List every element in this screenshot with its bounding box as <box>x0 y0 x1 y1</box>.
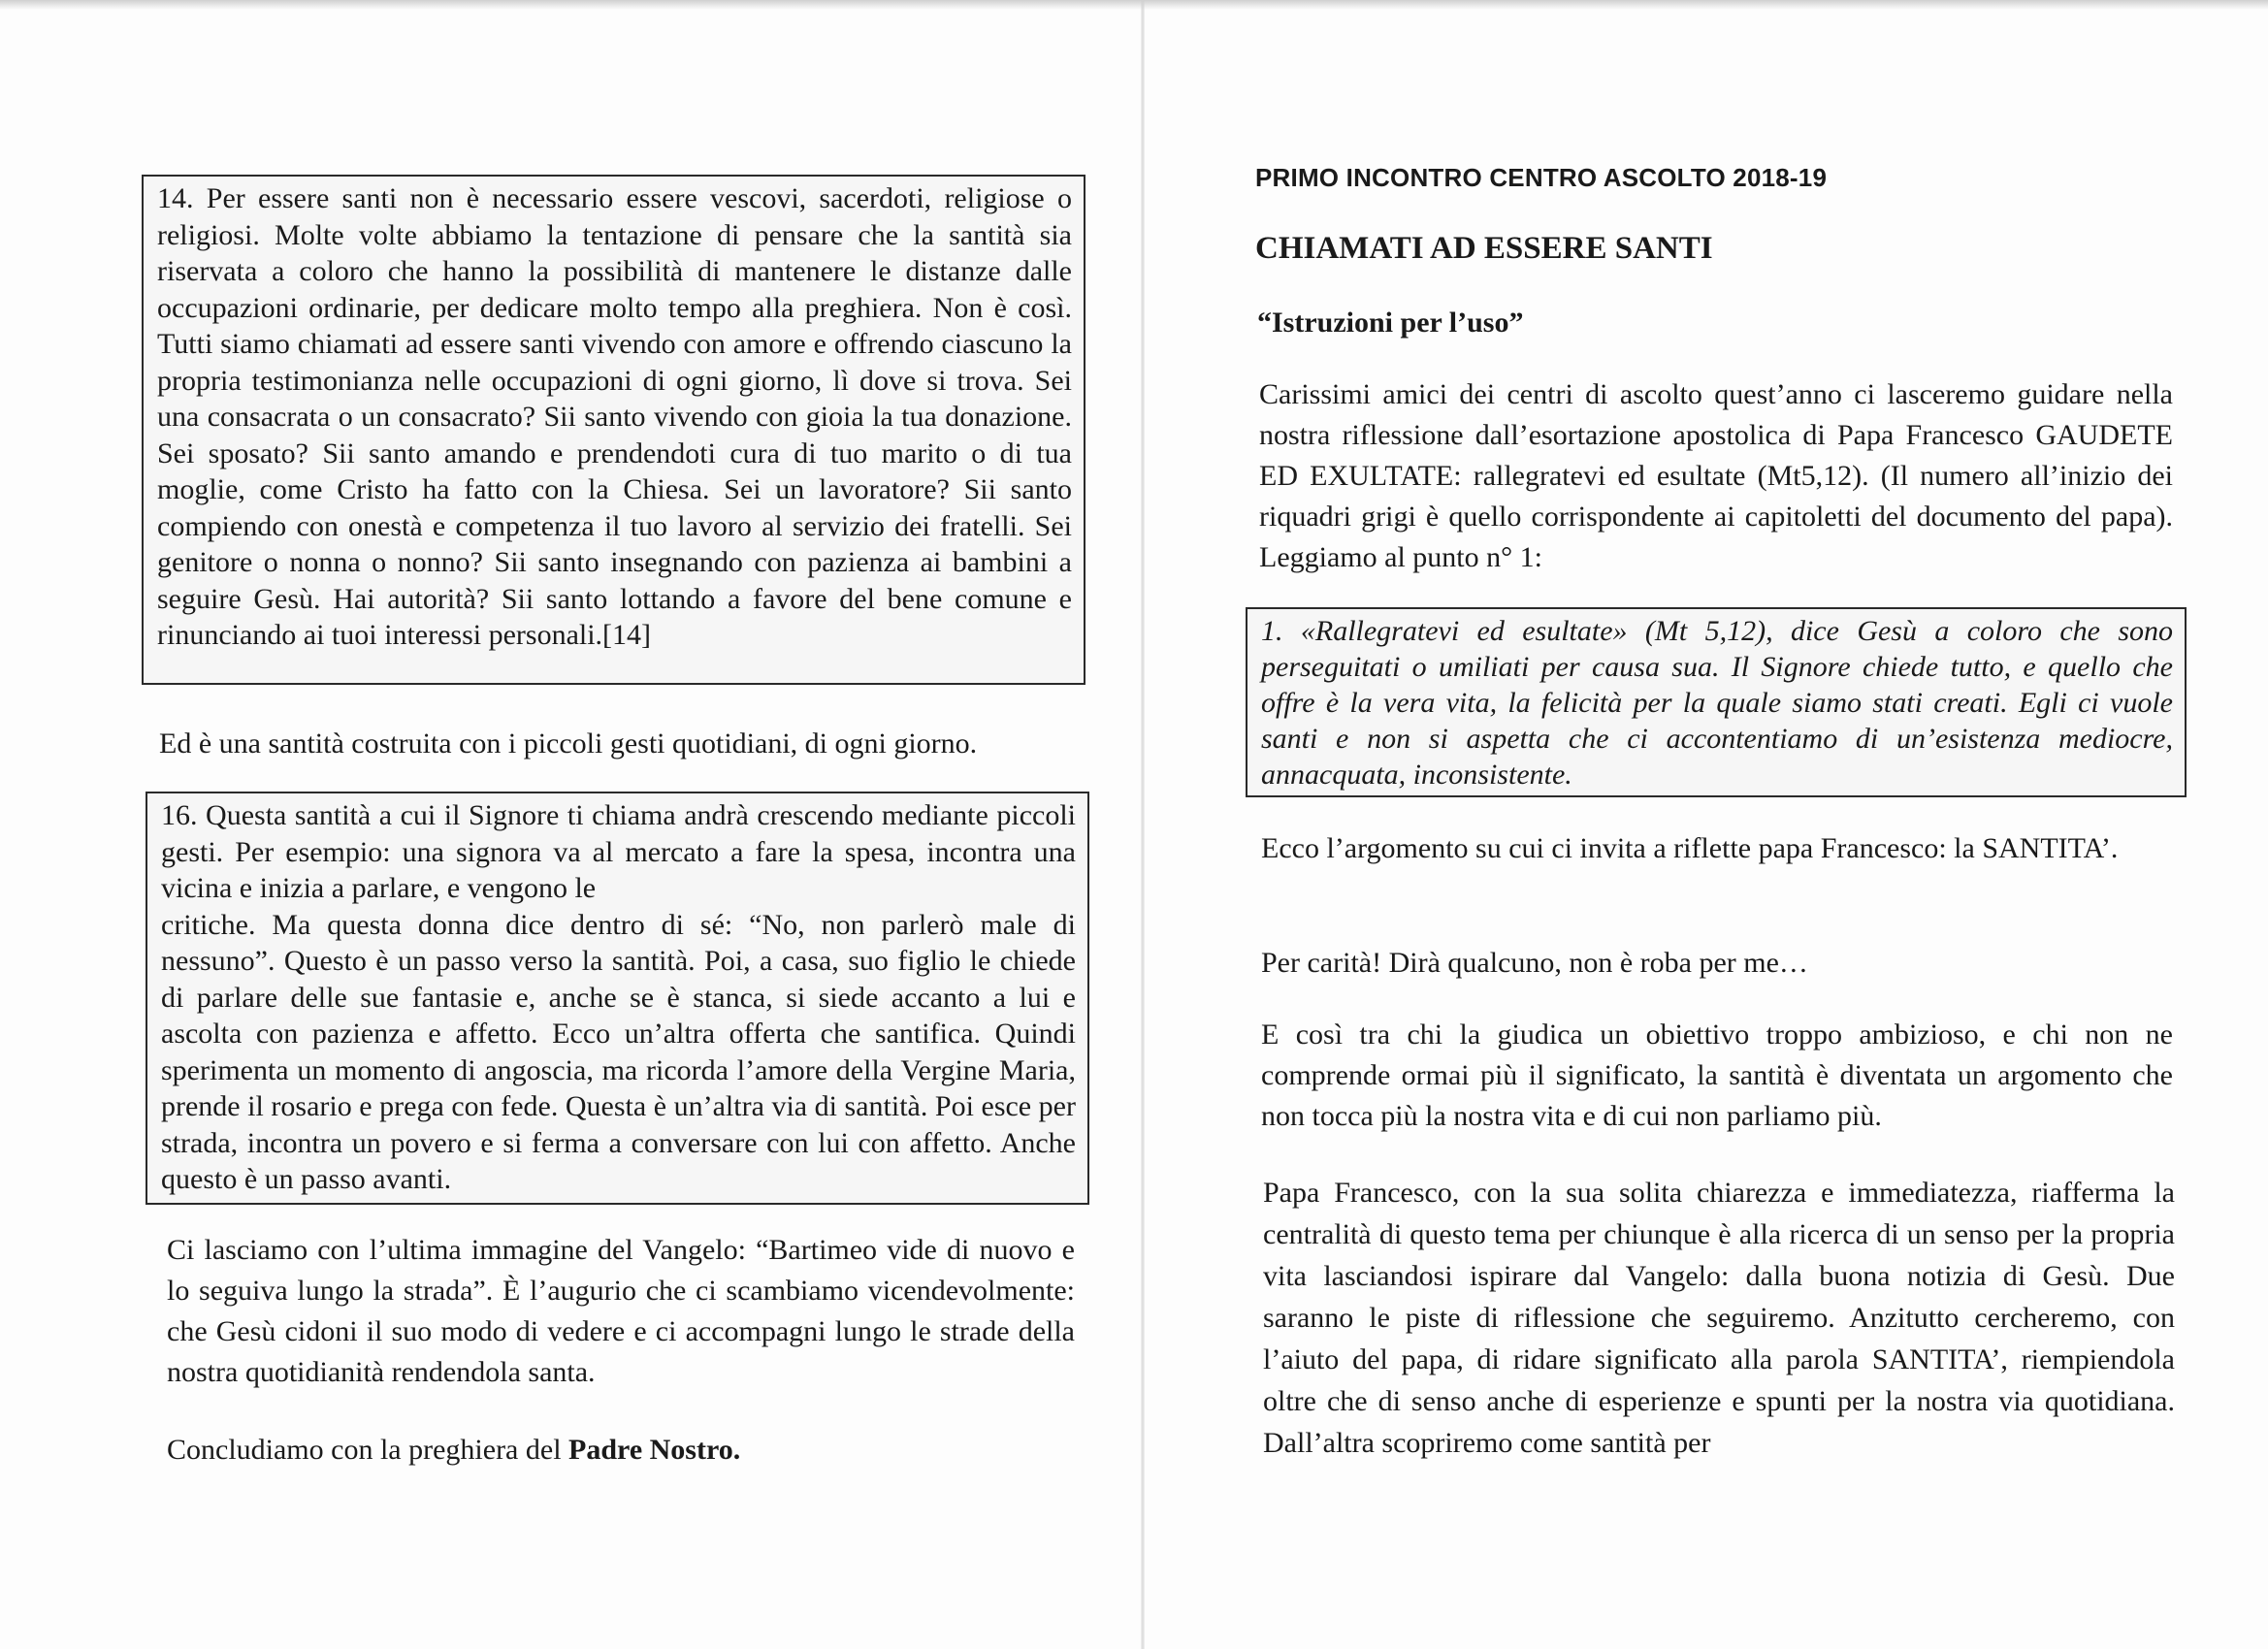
quote-box-16 <box>146 792 1089 1205</box>
quote-box-14 <box>142 175 1085 685</box>
document-subtitle: “Istruzioni per l’uso” <box>1257 307 1524 339</box>
document-title: CHIAMATI AD ESSERE SANTI <box>1255 231 1713 266</box>
paragraph-papa-francesco: Papa Francesco, con la sua solita chiarezza e immediatezza, riafferma la centralità di questo tema per chiunque è alla ricerca di un senso per la propria vita lasciandosi ispirare dal Vangelo: dalla buona notizia di Gesù. Due saranno le piste di riflessione che seguiremo. Anzitutto cercheremo, con l’aiuto del papa, di ridare significato alla parola SANTITA’, riempiendola oltre che di senso anche di esperienze e spunti per la nostra via quotidiana. Dall’altra scopriremo come santità per <box>1263 1177 2175 1459</box>
document-header: PRIMO INCONTRO CENTRO ASCOLTO 2018-19 <box>1255 163 1828 192</box>
paragraph-intro: Carissimi amici dei centri di ascolto quest’anno ci lasceremo guidare nella nostra riflessione dall’esortazione apostolica di Papa Francesco GAUDETE ED EXULTATE: rallegratevi ed esultate (Mt5,12). (Il numero all’inizio dei riquadri grigi è quello corrispondente ai capitoletti del documento del papa). Leggiamo al punto n° 1: <box>1259 378 2173 573</box>
paragraph-cosi: E così tra chi la giudica un obiettivo troppo ambizioso, e chi non ne comprende ormai più il significato, la santità è diventata un argomento che non tocca più la nostra vita e di cui non parliamo più. <box>1261 1018 2173 1132</box>
quote-box-1-text: 1. «Rallegratevi ed esultate» (Mt 5,12), dice Gesù a coloro che sono perseguitati o umiliati per causa sua. Il Signore chiede tutto, e quello che offre è la vera vita, la felicità per la quale siamo stati creati. Egli ci vuole santi e non si aspetta che ci accontentiamo di un’esistenza mediocre, annacquata, inconsistente. <box>1261 615 2173 791</box>
quote-box-1 <box>1246 607 2187 797</box>
quote-box-16-text-a: 16. Questa santità a cui il Signore ti chiama andrà crescendo mediante piccoli gesti. Per esempio: una signora va al mercato a fare la spesa, incontra una vicina e inizia a parlare, e vengono le <box>161 799 1076 904</box>
right-page <box>1145 0 2268 1649</box>
paragraph-argomento: Ecco l’argomento su cui ci invita a riflette papa Francesco: la SANTITA’. <box>1261 832 2119 864</box>
scan-top-shadow <box>0 0 2268 10</box>
paragraph-conclusion <box>167 1432 1075 1469</box>
paragraph-piccoli-gesti: Ed è una santità costruita con i piccoli gesti quotidiani, di ogni giorno. <box>159 728 978 760</box>
conclusion-bold: Padre Nostro. <box>568 1434 741 1466</box>
quote-box-14-text: 14. Per essere santi non è necessario essere vescovi, sacerdoti, religiose o religiosi. Molte volte abbiamo la tentazione di pensare che la santità sia riservata a coloro che hanno la possibilità di mantenere le distanze dalle occupazioni ordinarie, per dedicare molto tempo alla preghiera. Non è così. Tutti siamo chiamati ad essere santi vivendo con amore e offrendo ciascuno la propria testimonianza nelle occupazioni di ogni giorno, lì dove si trova. Sei una consacrata o un consacrato? Sii santo vivendo con gioia la tua donazione. Sei sposato? Sii santo amando e prendendoti cura di tuo marito o di tua moglie, come Cristo ha fatto con la Chiesa. Sei un lavoratore? Sii santo compiendo con onestà e competenza il tuo lavoro al servizio dei fratelli. Sei genitore o nonna o nonno? Sii santo insegnando con pazienza ai bambini a seguire Gesù. Hai autorità? Sii santo lottando a favore del bene comune e rinunciando ai tuoi interessi personali.[14] <box>157 182 1072 651</box>
conclusion-text: Concludiamo con la preghiera del <box>167 1434 569 1466</box>
quote-box-16-text-b: critiche. Ma questa donna dice dentro di sé: “No, non parlerò male di nessuno”. Questo è un passo verso la santità. Poi, a casa, suo figlio le chiede di parlare delle sue fantasie e, anche se è stanca, si siede accanto a lui e ascolta con pazienza e affetto. Ecco un’altra offerta che santifica. Quindi sperimenta un momento di angoscia, ma ricorda l’amore della Vergine Maria, prende il rosario e prega con fede. Questa è un’altra via di santità. Poi esce per strada, incontra un povero e si ferma a conversare con lui con affetto. Anche questo è un passo avanti. <box>161 908 1076 1195</box>
paragraph-carita: Per carità! Dirà qualcuno, non è roba per me… <box>1261 947 1808 979</box>
paragraph-bartimeo: Ci lasciamo con l’ultima immagine del Vangelo: “Bartimeo vide di nuovo e lo seguiva lungo la strada”. È l’augurio che ci scambiamo vicendevolmente: che Gesù cidoni il suo modo di vedere e ci accompagni lungo le strade della nostra quotidianità rendendola santa. <box>167 1234 1075 1388</box>
